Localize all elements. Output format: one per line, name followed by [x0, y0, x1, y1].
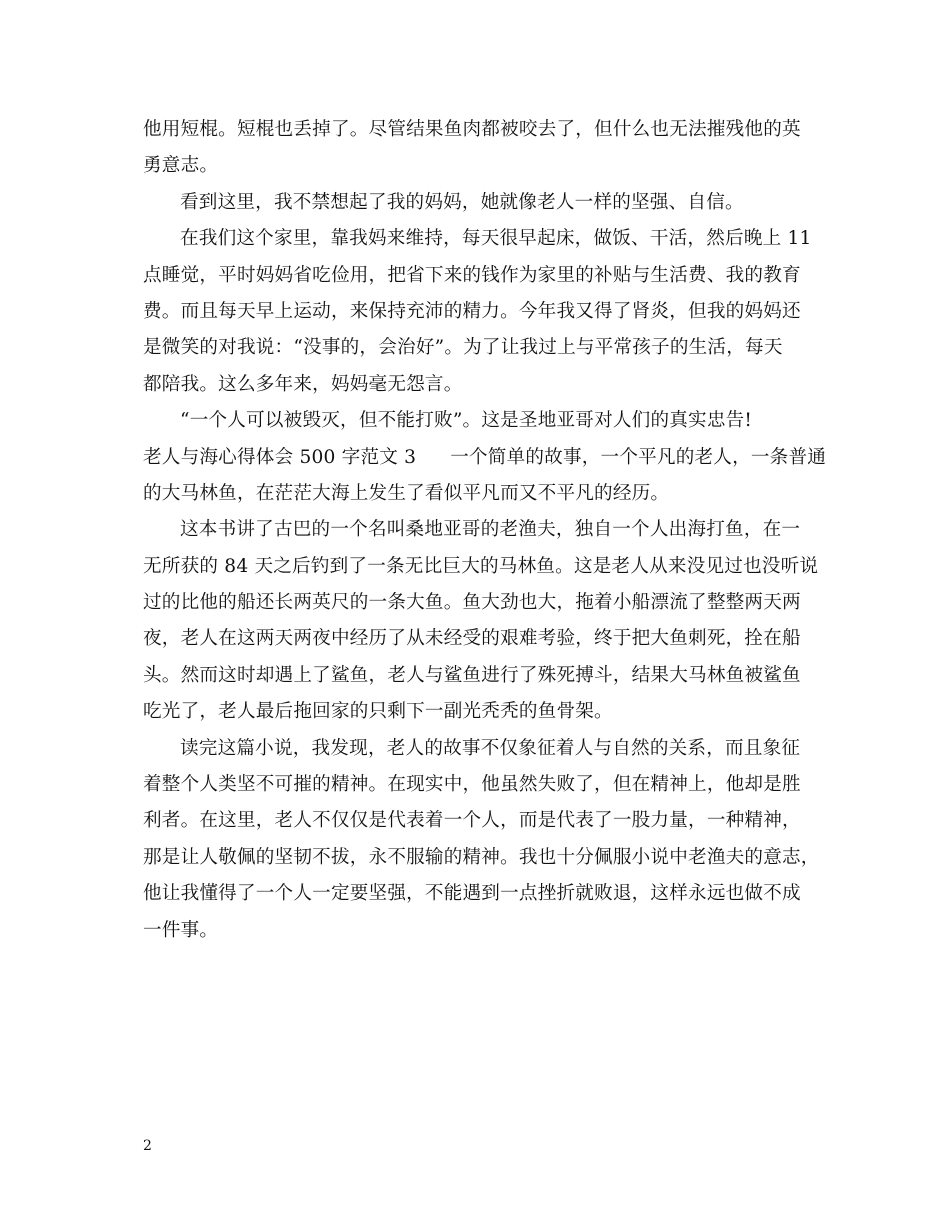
line-text: 无所获的 84 天之后钓到了一条无比巨大的马林鱼。这是老人从来没见过也没听说 — [143, 555, 819, 577]
text-line — [143, 694, 815, 730]
text-line — [143, 549, 819, 585]
line-text: 勇意志。 — [143, 155, 219, 177]
text-line — [143, 148, 815, 184]
text-line — [143, 767, 815, 803]
text-line — [143, 840, 820, 876]
line-text: 那是让人敬佩的坚韧不拔，永不服输的精神。我也十分佩服小说中老渔夫的意志， — [143, 846, 820, 868]
text-line — [143, 621, 815, 657]
text-line — [143, 221, 815, 257]
page-number: 2 — [143, 1138, 152, 1154]
text-line — [143, 185, 815, 221]
document-body — [143, 112, 827, 949]
text-line — [143, 330, 815, 366]
line-text: 过的比他的船还长两英尺的一条大鱼。鱼大劲也大，拖着小船漂流了整整两天两 — [143, 592, 801, 614]
section-heading: 老人与海心得体会 500 字范文 3 — [143, 446, 417, 468]
text-line — [143, 440, 827, 476]
line-text: 夜，老人在这两天两夜中经历了从未经受的艰难考验，终于把大鱼刺死，拴在船 — [143, 628, 801, 650]
line-text: 头。然而这时却遇上了鲨鱼，老人与鲨鱼进行了殊死搏斗，结果大马林鱼被鲨鱼 — [143, 664, 801, 686]
line-text: 点睡觉，平时妈妈省吃俭用，把省下来的钱作为家里的补贴与生活费、我的教育 — [143, 264, 801, 286]
text-line — [143, 367, 815, 403]
line-text: 这本书讲了古巴的一个名叫桑地亚哥的老渔夫，独自一个人出海打鱼，在一 — [180, 519, 801, 541]
text-line — [143, 658, 815, 694]
text-line — [143, 876, 815, 912]
line-text: 都陪我。这么多年来，妈妈毫无怨言。 — [143, 373, 463, 395]
line-text: 吃光了，老人最后拖回家的只剩下一副光秃秃的鱼骨架。 — [143, 701, 613, 723]
line-text: 的大马林鱼，在茫茫大海上发生了看似平凡而又不平凡的经历。 — [143, 482, 670, 504]
line-text: 一件事。 — [143, 919, 219, 941]
text-line — [143, 403, 815, 439]
text-line — [143, 476, 815, 512]
line-text: 利者。在这里，老人不仅仅是代表着一个人，而是代表了一股力量，一种精神， — [143, 810, 801, 832]
text-line — [143, 585, 815, 621]
text-line — [143, 112, 815, 148]
line-text: 是微笑的对我说：“没事的，会治好”。为了让我过上与平常孩子的生活，每天 — [143, 337, 783, 359]
text-line — [143, 913, 815, 949]
line-text: “一个人可以被毁灭，但不能打败”。这是圣地亚哥对人们的真实忠告! — [180, 410, 753, 432]
line-text: 他让我懂得了一个人一定要坚强，不能遇到一点挫折就败退，这样永远也做不成 — [143, 883, 801, 905]
text-line — [143, 258, 815, 294]
text-line — [143, 512, 815, 548]
text-line — [143, 803, 815, 839]
text-line — [143, 731, 815, 767]
line-text: 看到这里，我不禁想起了我的妈妈，她就像老人一样的坚强、自信。 — [180, 191, 744, 213]
line-text: 在我们这个家里，靠我妈来维持，每天很早起床，做饭、干活，然后晚上 11 — [180, 228, 812, 250]
line-text: 他用短棍。短棍也丢掉了。尽管结果鱼肉都被咬去了，但什么也无法摧残他的英 — [143, 119, 801, 140]
line-text: 一个简单的故事，一个平凡的老人，一条普通 — [450, 446, 827, 468]
line-text: 读完这篇小说，我发现，老人的故事不仅象征着人与自然的关系，而且象征 — [180, 737, 801, 759]
line-text: 费。而且每天早上运动，来保持充沛的精力。今年我又得了肾炎，但我的妈妈还 — [143, 300, 801, 322]
text-line — [143, 294, 815, 330]
line-text: 着整个人类坚不可摧的精神。在现实中，他虽然失败了，但在精神上，他却是胜 — [143, 774, 801, 796]
